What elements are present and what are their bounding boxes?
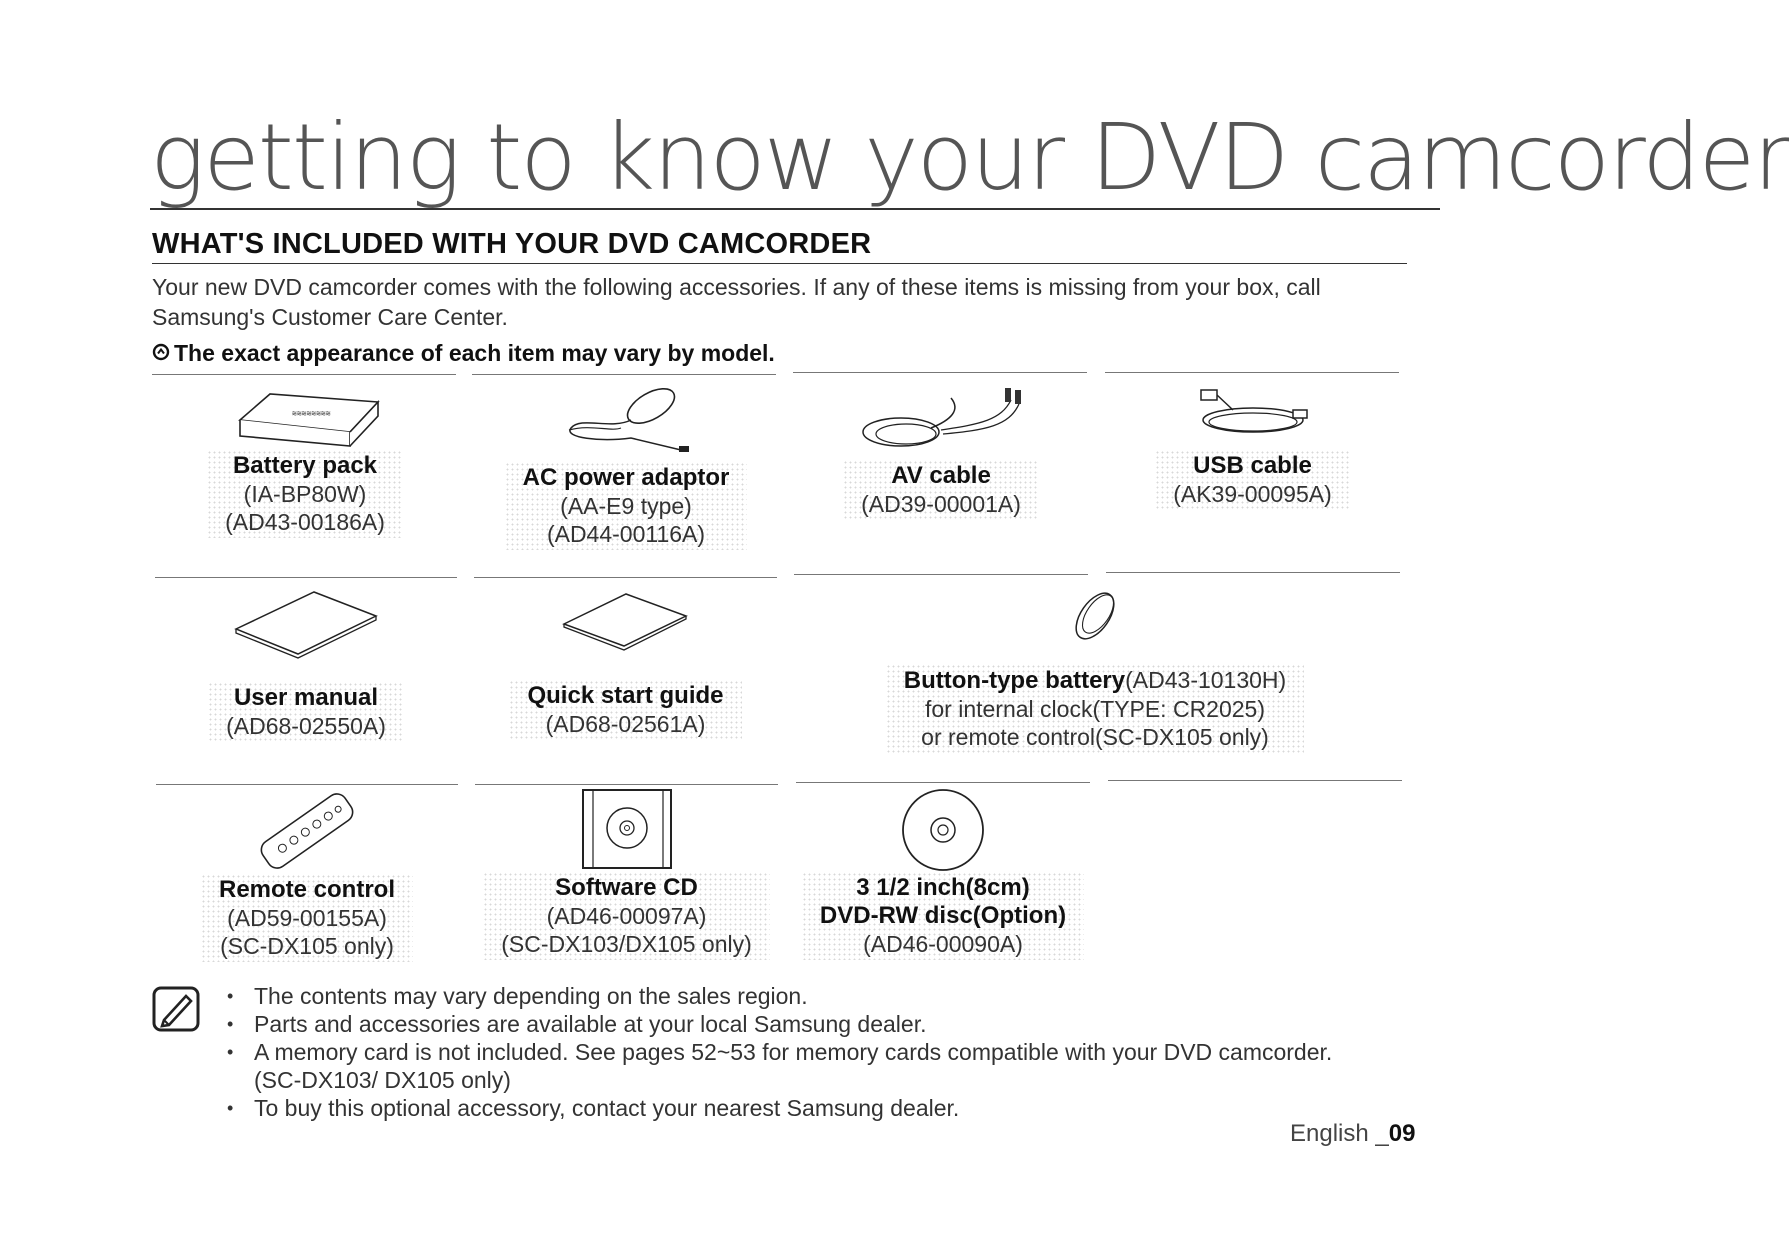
item-label-area xyxy=(802,872,1084,960)
svg-text:≋≋≋≋≋≋≋≋: ≋≋≋≋≋≋≋≋ xyxy=(292,409,331,418)
item-detail: (AA-E9 type) xyxy=(560,493,692,519)
note-item: • To buy this optional accessory, contact your nearest Samsung dealer. xyxy=(230,1094,1430,1122)
page-footer xyxy=(1290,1120,1415,1148)
item-part-number: (AD68-02550A) xyxy=(226,713,386,739)
appearance-note-text: The exact appearance of each item may vary by model. xyxy=(174,340,775,366)
item-label-area xyxy=(505,462,748,550)
coin-battery-icon xyxy=(1065,584,1125,654)
item-part-number: (AD44-00116A) xyxy=(546,521,706,547)
item-dvd-disc xyxy=(796,788,1090,960)
note-text: A memory card is not included. See pages 52~53 for memory cards compatible with your DVD camcorder. xyxy=(254,1039,1333,1065)
item-label-area xyxy=(1155,450,1350,510)
item-name: AC power adaptor xyxy=(522,464,730,491)
note-text: (SC-DX103/ DX105 only) xyxy=(254,1067,511,1093)
manual-icon xyxy=(226,584,386,664)
note-item: • Parts and accessories are available at your local Samsung dealer. xyxy=(230,1010,1430,1038)
page-title: getting to know your DVD camcorder xyxy=(150,104,1789,211)
item-part-number: (AD68-02561A) xyxy=(545,711,706,737)
row-rule xyxy=(1108,780,1402,781)
row-rule xyxy=(156,784,458,785)
item-part-number: (AD46-00097A) xyxy=(546,903,707,929)
item-label-area xyxy=(201,874,413,962)
item-part-number: (AD39-00001A) xyxy=(861,491,1021,517)
row-rule xyxy=(475,784,778,785)
circle-marker-icon xyxy=(152,340,174,367)
item-label-area xyxy=(886,664,1304,753)
item-detail: for internal clock(TYPE: CR2025) xyxy=(924,696,1265,722)
item-button-battery xyxy=(795,584,1395,753)
row-rule xyxy=(474,577,777,578)
item-label-area xyxy=(509,680,741,740)
notes-block xyxy=(150,982,1430,1122)
notes-list xyxy=(150,982,1430,1122)
item-name: User manual xyxy=(233,684,379,711)
item-remote-control xyxy=(156,788,458,962)
row-rule xyxy=(472,374,776,375)
cd-case-icon xyxy=(579,788,675,872)
item-part-number: (AD46-00090A) xyxy=(863,931,1023,957)
item-name: Quick start guide xyxy=(527,682,724,709)
item-name: 3 1/2 inch(8cm) xyxy=(856,874,1030,901)
item-label-area xyxy=(483,872,770,960)
item-name: USB cable xyxy=(1193,452,1312,479)
row-rule xyxy=(796,782,1090,783)
remote-control-icon xyxy=(247,788,367,874)
item-name: Software CD xyxy=(555,874,698,901)
item-detail: (SC-DX105 only) xyxy=(220,933,394,959)
note-item: • The contents may vary depending on the sales region. xyxy=(230,982,1430,1010)
item-software-cd xyxy=(475,788,778,960)
ac-adaptor-icon xyxy=(541,380,711,462)
note-item xyxy=(230,1038,1430,1094)
item-part-number: (AD43-10130H) xyxy=(1125,667,1287,693)
av-cable-icon xyxy=(851,380,1031,460)
row-rule xyxy=(793,372,1087,373)
item-usb-cable xyxy=(1105,380,1400,510)
item-ac-adaptor xyxy=(475,380,777,550)
item-part-number: (AK39-00095A) xyxy=(1173,481,1332,507)
appearance-note xyxy=(152,340,775,367)
item-label-area xyxy=(208,682,404,742)
item-part-number: (AD59-00155A) xyxy=(227,905,387,931)
intro-paragraph: Your new DVD camcorder comes with the following accessories. If any of these items is missing from your box, call Samsung's Customer Care Center. xyxy=(152,274,1321,330)
row-rule xyxy=(155,577,457,578)
item-label-area xyxy=(207,450,403,538)
usb-cable-icon xyxy=(1183,380,1323,450)
item-battery-pack xyxy=(155,380,455,538)
footer-language: English _ xyxy=(1290,1120,1389,1147)
item-name-line2: DVD-RW disc(Option) xyxy=(819,902,1067,929)
item-name: Button-type battery xyxy=(903,667,1126,694)
row-rule xyxy=(152,374,456,375)
item-quick-start-guide xyxy=(474,584,777,740)
disc-icon xyxy=(898,788,988,872)
row-rule xyxy=(1106,572,1400,573)
row-rule xyxy=(794,574,1088,575)
row-rule xyxy=(1105,372,1399,373)
item-name: Remote control xyxy=(218,876,395,903)
page-number: 09 xyxy=(1388,1120,1416,1147)
item-av-cable xyxy=(795,380,1087,520)
guide-icon xyxy=(556,584,696,654)
item-name: AV cable xyxy=(891,462,991,489)
note-pencil-icon xyxy=(150,984,202,1039)
item-label-area xyxy=(843,460,1039,520)
item-detail: (IA-BP80W) xyxy=(243,481,367,507)
item-detail: (SC-DX103/DX105 only) xyxy=(501,931,752,957)
item-user-manual xyxy=(155,584,457,742)
item-part-number: (AD43-00186A) xyxy=(225,509,385,535)
item-name-line xyxy=(904,666,1286,695)
section-heading: WHAT'S INCLUDED WITH YOUR DVD CAMCORDER xyxy=(152,228,1407,264)
battery-pack-icon xyxy=(220,380,390,450)
item-detail: or remote control(SC-DX105 only) xyxy=(921,724,1269,750)
item-name: Battery pack xyxy=(232,452,378,479)
